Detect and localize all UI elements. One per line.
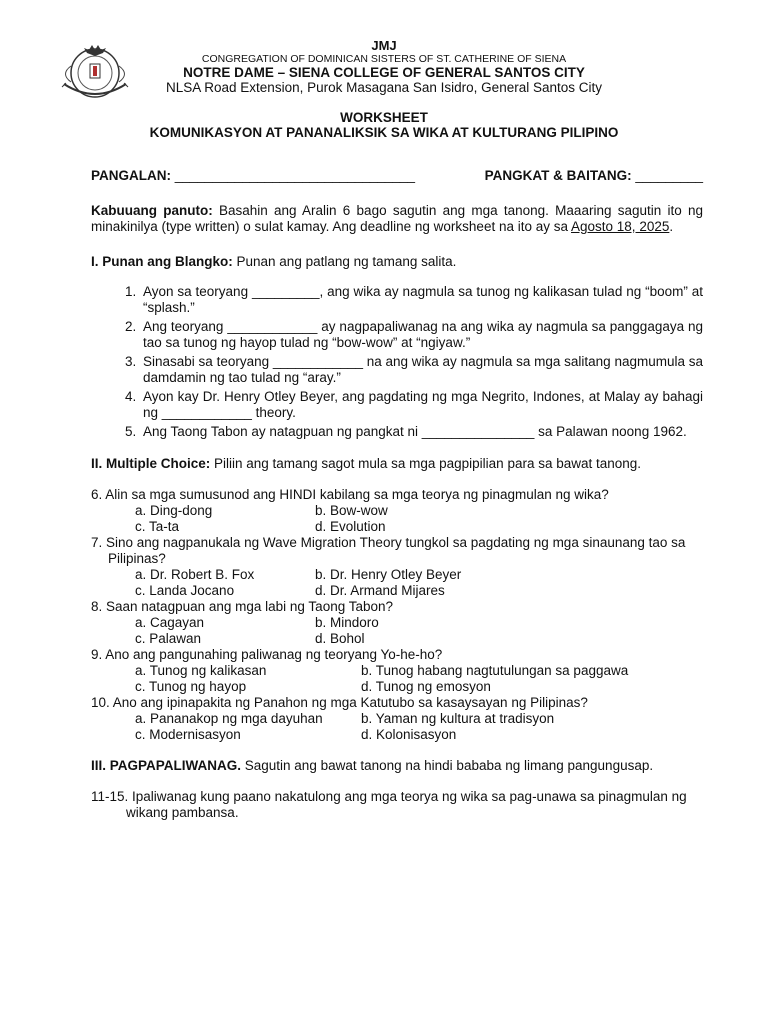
- part2-title: II. Multiple Choice:: [91, 456, 211, 471]
- choice-a: a. Tunog ng kalikasan: [135, 663, 267, 678]
- choices: [135, 615, 703, 647]
- name-label: PANGALAN:: [91, 168, 171, 183]
- group-field: [485, 168, 703, 184]
- choice-d: d. Dr. Armand Mijares: [315, 583, 445, 598]
- choice-b: b. Tunog habang nagtutulungan sa paggawa: [361, 663, 629, 678]
- choice-d: d. Kolonisasyon: [361, 727, 457, 742]
- part1-instruction: Punan ang patlang ng tamang salita.: [232, 254, 457, 269]
- choice-a: a. Pananakop ng mga dayuhan: [135, 711, 323, 726]
- list-item: 5. Ang Taong Tabon ay natagpuan ng pangkat ni _______________ sa Palawan noong 1962.: [140, 424, 703, 440]
- name-field: [91, 168, 415, 184]
- header-congregation: CONGREGATION OF DOMINICAN SISTERS OF ST. CATHERINE OF SIENA: [201, 53, 567, 65]
- choice-c: c. Modernisasyon: [135, 727, 241, 742]
- choice-b: b. Yaman ng kultura at tradisyon: [361, 711, 555, 726]
- list-item: 4. Ayon kay Dr. Henry Otley Beyer, ang pagdating ng mga Negrito, Indones, at Malay ay bahagi ng ____________ theory.: [140, 389, 703, 421]
- group-line: _________: [635, 168, 703, 183]
- student-fields: [91, 168, 703, 184]
- part3-instruction: Sagutin ang bawat tanong na hindi bababa ng limang pangungusap.: [241, 758, 654, 773]
- part1-title: I. Punan ang Blangko:: [91, 254, 233, 269]
- choice-b: b. Bow-wow: [315, 503, 388, 518]
- part2-heading: [91, 456, 703, 472]
- choice-a: a. Ding-dong: [135, 503, 213, 518]
- choice-a: a. Cagayan: [135, 615, 205, 630]
- essay-question: 11-15. Ipaliwanag kung paano nakatulong ang mga teorya ng wika sa pag-unawa sa pinagmulan ng wikang pambansa.: [91, 789, 687, 820]
- mcq-10: [91, 695, 703, 743]
- question-text: 10. Ano ang ipinapakita ng Panahon ng mga Katutubo sa kasaysayan ng Pilipinas?: [91, 695, 588, 710]
- question-text: 6. Alin sa mga sumusunod ang HINDI kabilang sa mga teorya ng pinagmulan ng wika?: [91, 487, 609, 502]
- fill-in-list: [91, 284, 703, 440]
- instructions-end: .: [669, 219, 674, 234]
- list-item: 2. Ang teoryang ____________ ay nagpapaliwanag na ang wika ay nagmula sa panggagaya ng tao sa tunog ng hayop tulad ng “bow-wow” at “ngiyaw.”: [140, 319, 703, 351]
- choice-d: d. Evolution: [315, 519, 386, 534]
- choice-c: c. Landa Jocano: [135, 583, 235, 598]
- part1-heading: [91, 254, 703, 270]
- list-item: 1. Ayon sa teoryang _________, ang wika ay nagmula sa tunog ng kalikasan tulad ng “boom” at “splash.”: [140, 284, 703, 316]
- choices: [135, 567, 703, 599]
- mcq-7: [91, 535, 703, 599]
- choices: [135, 663, 703, 695]
- mcq-9: [91, 647, 703, 695]
- instructions-label: Kabuuang panuto:: [91, 203, 213, 218]
- header-jmj: JMJ: [371, 38, 397, 53]
- question-text: 7. Sino ang nagpanukala ng Wave Migration Theory tungkol sa pagdating ng mga sinaunang tao sa Pilipinas?: [91, 535, 686, 566]
- worksheet-title: WORKSHEET: [340, 110, 428, 125]
- choices: [135, 503, 703, 535]
- choice-b: b. Mindoro: [315, 615, 379, 630]
- choice-c: c. Palawan: [135, 631, 202, 646]
- group-label: PANGKAT & BAITANG:: [484, 168, 632, 183]
- choices: [135, 711, 703, 743]
- mcq-8: [91, 599, 703, 647]
- choice-c: c. Tunog ng hayop: [135, 679, 247, 694]
- choice-a: a. Dr. Robert B. Fox: [135, 567, 255, 582]
- header-school-name: NOTRE DAME – SIENA COLLEGE OF GENERAL SANTOS CITY: [183, 65, 585, 80]
- general-instructions: [91, 203, 703, 235]
- choice-b: b. Dr. Henry Otley Beyer: [315, 567, 462, 582]
- name-line: ________________________________: [174, 168, 416, 183]
- choice-d: d. Bohol: [315, 631, 365, 646]
- part3-heading: [91, 758, 703, 774]
- instructions-text: Basahin ang Aralin 6 bago sagutin ang mga tanong. Maaaring sagutin ito ng minakinilya (type written) o sulat kamay. Ang deadline ng worksheet na ito ay sa: [91, 203, 704, 234]
- worksheet-body: [91, 168, 703, 821]
- deadline-date: Agosto 18, 2025: [571, 219, 670, 234]
- part3-title: III. PAGPAPALIWANAG.: [91, 758, 242, 773]
- mcq-6: [91, 487, 703, 535]
- header-address: NLSA Road Extension, Purok Masagana San Isidro, General Santos City: [166, 80, 602, 95]
- list-item: 3. Sinasabi sa teoryang ____________ na ang wika ay nagmula sa mga salitang nagmumula sa damdamin ng tao tulad ng “aray.”: [140, 354, 703, 386]
- subject-title: KOMUNIKASYON AT PANANALIKSIK SA WIKA AT KULTURANG PILIPINO: [149, 125, 619, 140]
- choice-c: c. Ta-ta: [135, 519, 180, 534]
- part2-instruction: Piliin ang tamang sagot mula sa mga pagpipilian para sa bawat tanong.: [210, 456, 642, 471]
- question-text: 8. Saan natagpuan ang mga labi ng Taong Tabon?: [91, 599, 394, 614]
- question-text: 9. Ano ang pangunahing paliwanag ng teoryang Yo-he-ho?: [91, 647, 443, 662]
- choice-d: d. Tunog ng emosyon: [361, 679, 491, 694]
